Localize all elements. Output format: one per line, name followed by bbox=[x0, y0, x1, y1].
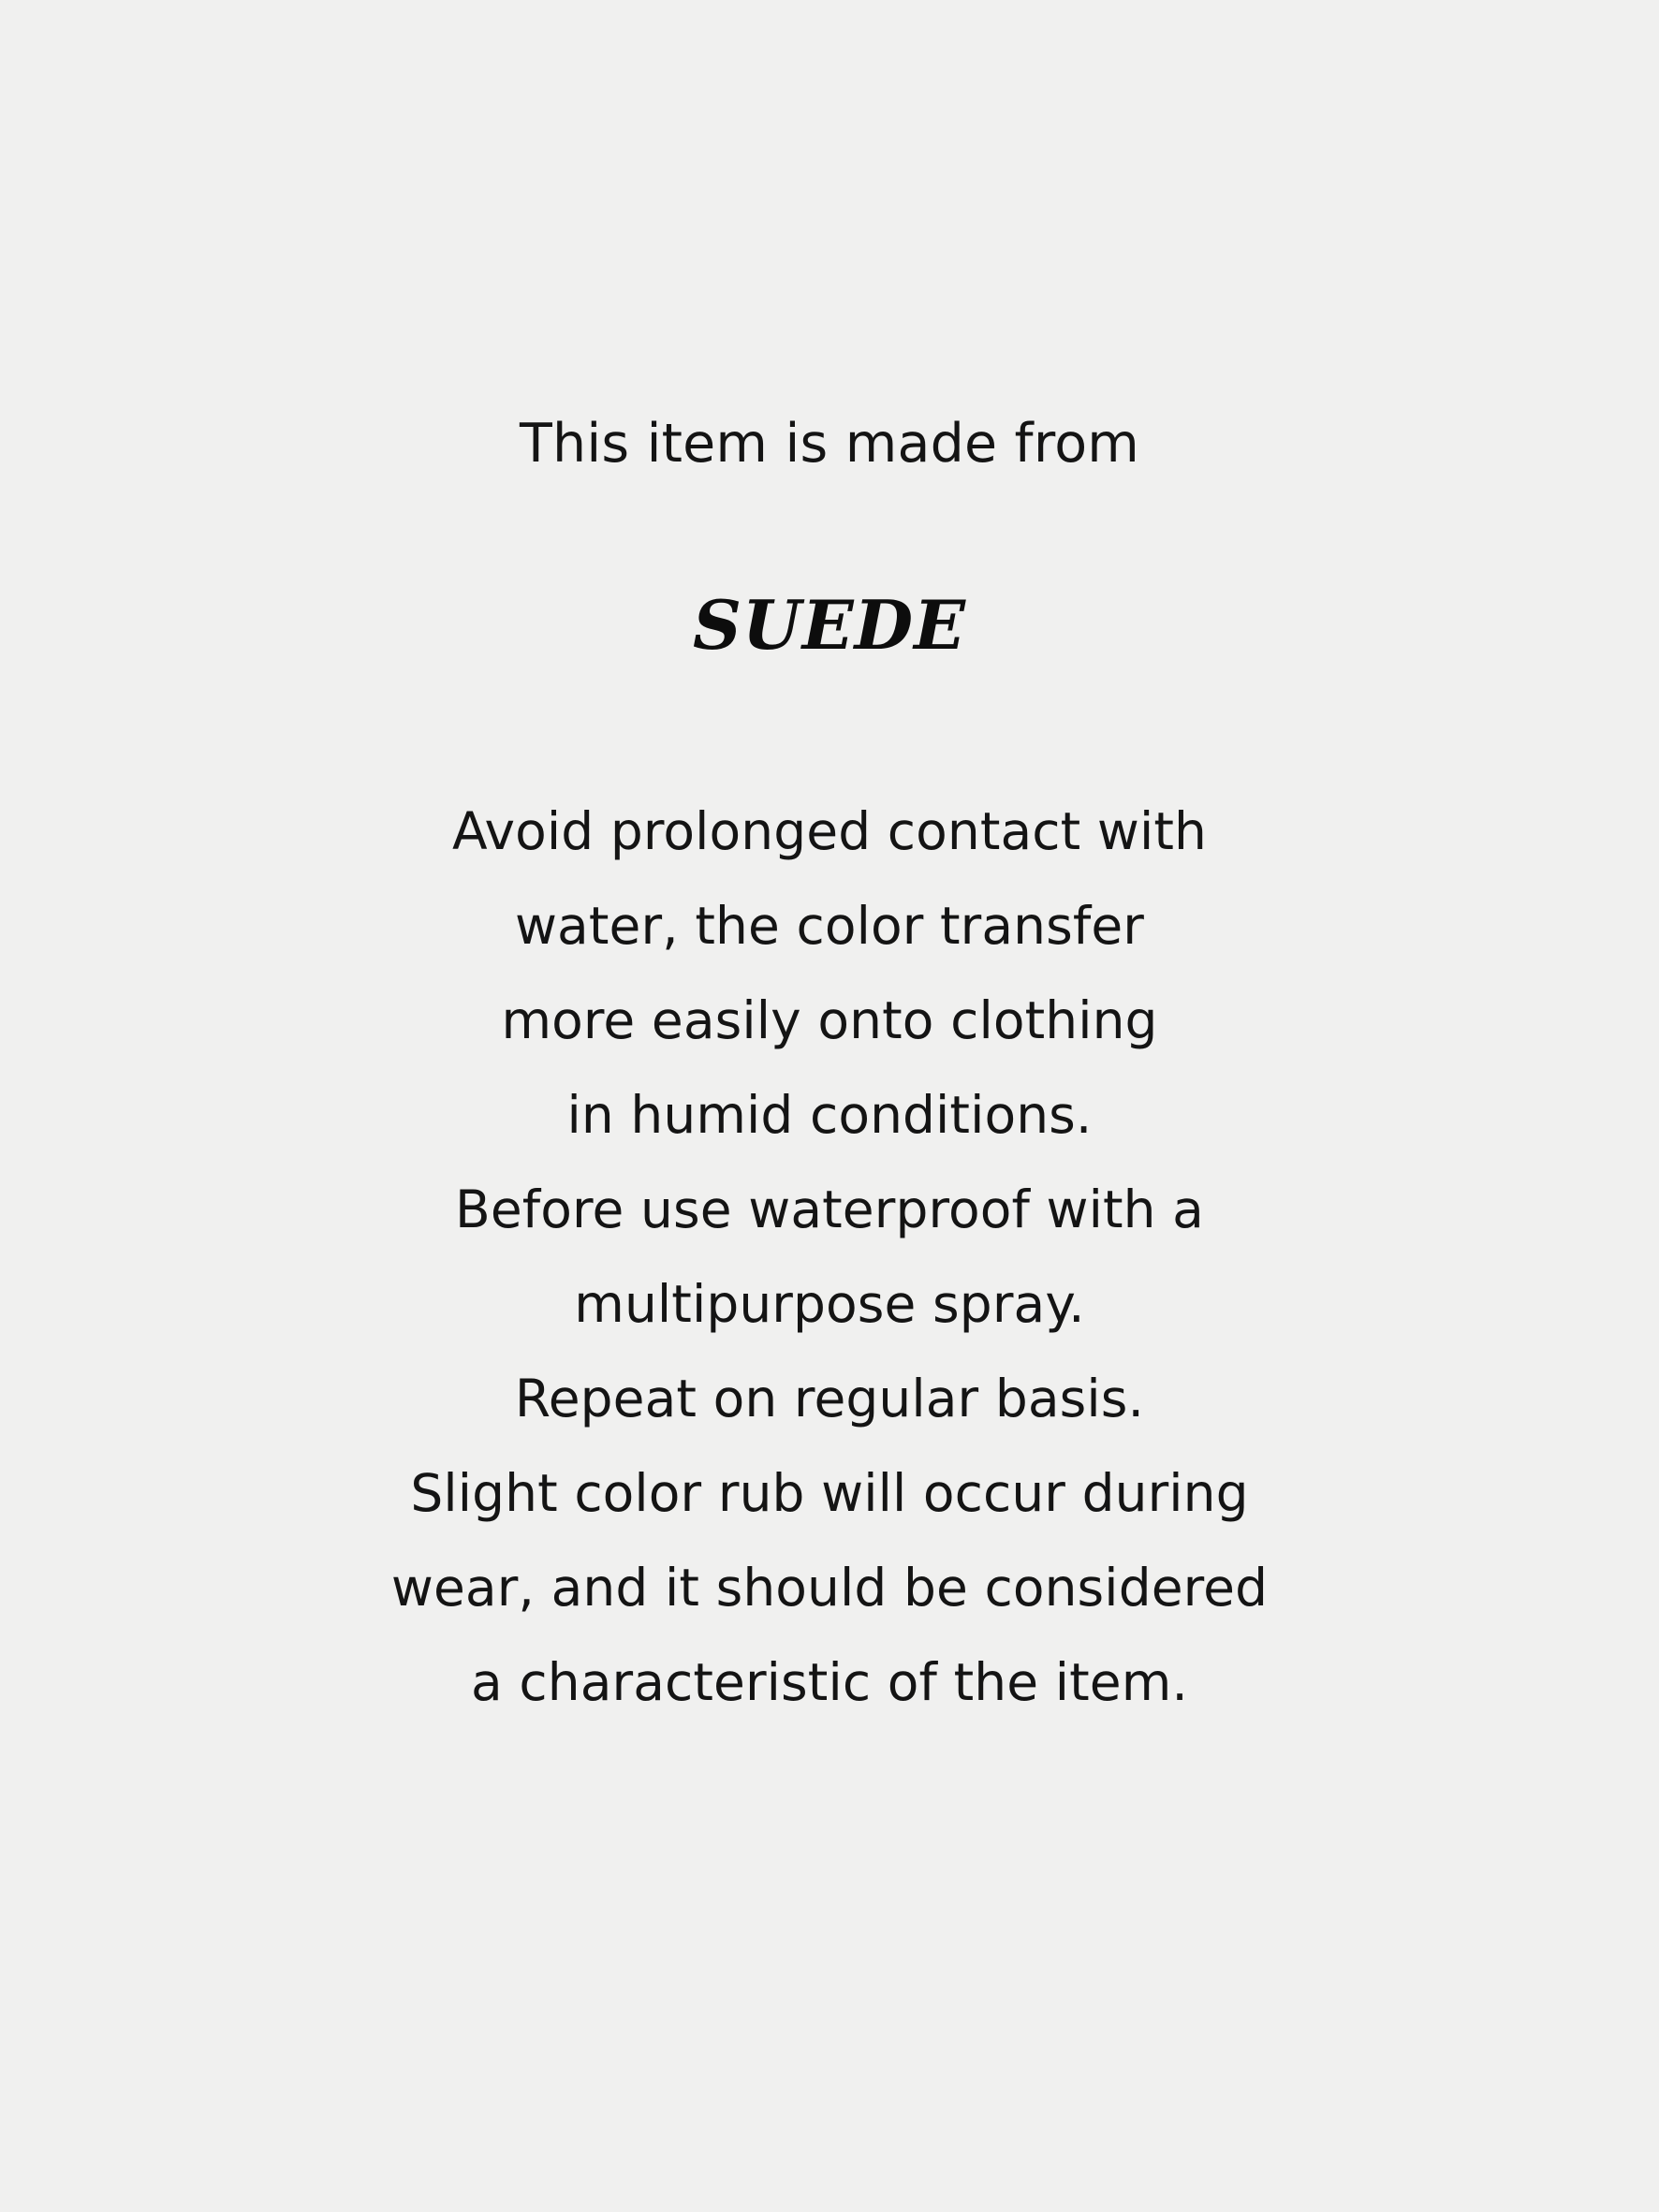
care-line: more easily onto clothing bbox=[501, 989, 1158, 1050]
care-instructions-text bbox=[277, 784, 1382, 1730]
care-line: Avoid prolonged contact with bbox=[452, 800, 1207, 861]
care-line: a characteristic of the item. bbox=[471, 1651, 1188, 1712]
care-line: water, the color transfer bbox=[514, 895, 1145, 956]
care-line: Before use waterproof with a bbox=[455, 1179, 1204, 1239]
care-line: multipurpose spray. bbox=[574, 1273, 1085, 1334]
care-line: in humid conditions. bbox=[566, 1084, 1093, 1145]
care-line: wear, and it should be considered bbox=[390, 1557, 1269, 1618]
material-intro-text: This item is made from bbox=[519, 413, 1139, 475]
care-line: Slight color rub will occur during bbox=[410, 1462, 1249, 1523]
material-name-heading: SUEDE bbox=[693, 585, 966, 666]
care-line: Repeat on regular basis. bbox=[514, 1368, 1145, 1428]
care-instructions-card bbox=[277, 412, 1382, 1730]
